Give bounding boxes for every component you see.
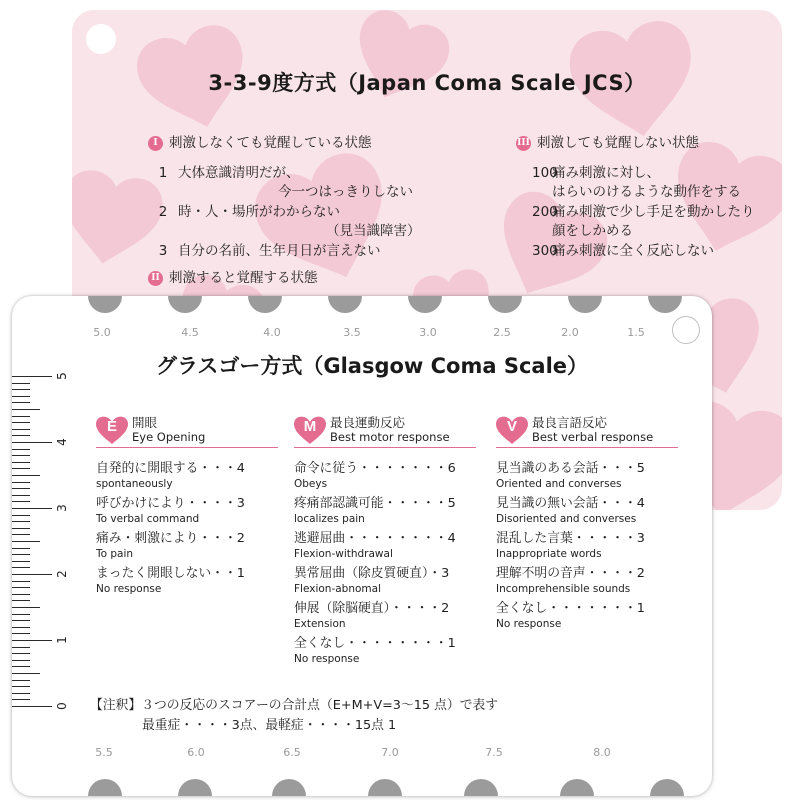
jcs-row-continuation: 顔をしかめる <box>552 223 633 239</box>
item-jp: 伸展（除脳硬直）・・・・2 <box>294 601 450 616</box>
column-title-jp: 最良運動反応 <box>330 415 406 430</box>
jcs-section-1-label: 刺激しなくても覚醒している状態 <box>169 135 372 151</box>
ruler-tick <box>12 501 30 502</box>
dot-decoration <box>650 779 684 796</box>
ruler-tick <box>12 607 40 608</box>
item-en: Incomprehensible sounds <box>496 583 631 595</box>
column-header <box>496 414 678 448</box>
ruler-tick <box>12 468 30 469</box>
roman-three-icon: III <box>516 136 531 151</box>
ruler-tick <box>12 409 40 410</box>
item-en: Inappropriate words <box>496 548 602 560</box>
ruler-label: 5 <box>54 372 69 380</box>
jcs-row <box>510 242 782 262</box>
jcs-right-column <box>516 134 782 261</box>
ruler-tick <box>12 429 30 430</box>
gcs-card <box>12 296 712 796</box>
jcs-row-number: 3 <box>158 242 168 259</box>
heart-e-icon <box>96 414 128 444</box>
heart-v-icon <box>496 414 528 444</box>
scale-number: 2.5 <box>493 326 511 339</box>
ruler-tick <box>12 581 30 582</box>
jcs-row <box>510 203 782 223</box>
column-title-en: Best motor response <box>330 430 450 444</box>
item-en: localizes pain <box>294 513 365 525</box>
ruler-tick <box>12 706 52 707</box>
item-jp: 混乱した言葉・・・・・3 <box>496 531 645 546</box>
jcs-section-2-label: 刺激すると覚醒する状態 <box>169 270 318 286</box>
jcs-row-continuation: （見当識障害） <box>326 223 421 239</box>
badge-letter: M <box>303 418 317 435</box>
scale-number: 4.0 <box>263 326 281 339</box>
item-en: Flexion-withdrawal <box>294 548 393 560</box>
ruler-tick <box>12 396 30 397</box>
item-jp: 痛み・刺激により・・・2 <box>96 531 245 546</box>
ruler-tick <box>12 666 30 667</box>
top-scale <box>12 326 712 340</box>
jcs-row-text: 大体意識清明だが、 <box>178 164 300 181</box>
ruler-tick <box>12 587 30 588</box>
ruler-tick <box>12 574 52 575</box>
ruler-tick <box>12 416 30 417</box>
list-item <box>294 530 476 565</box>
ruler-tick <box>12 600 30 601</box>
item-en: No response <box>96 583 162 595</box>
badge-letter: V <box>506 418 517 435</box>
jcs-section-3-heading <box>516 134 782 154</box>
column-title-en: Eye Opening <box>132 430 206 444</box>
list-item <box>96 460 278 495</box>
ruler-tick <box>12 548 30 549</box>
note-line-1: 【注釈】３つの反応のスコアーの合計点（E+M+V=3〜15 点）で表す <box>90 698 499 713</box>
item-list <box>496 448 678 635</box>
eye-opening-column <box>96 414 278 600</box>
ruler-tick <box>12 554 30 555</box>
dot-decoration <box>648 296 682 313</box>
card-hole <box>86 24 116 54</box>
item-en: To pain <box>96 548 134 560</box>
jcs-row-continuation: 今一つはっきりしない <box>278 184 413 200</box>
motor-response-column <box>294 414 476 670</box>
dot-decoration <box>88 296 122 313</box>
dot-decoration <box>488 296 522 313</box>
column-header <box>294 414 476 448</box>
roman-one-icon: I <box>148 136 163 151</box>
ruler-tick <box>12 402 30 403</box>
ruler-tick <box>12 686 30 687</box>
jcs-row-text: 自分の名前、生年月日が言えない <box>178 242 381 259</box>
ruler-tick <box>12 693 30 694</box>
scale-number: 4.5 <box>181 326 199 339</box>
ruler-tick <box>12 422 30 423</box>
list-item <box>96 565 278 600</box>
list-item <box>294 635 476 670</box>
item-jp: 自発的に開眼する・・・4 <box>96 461 245 476</box>
jcs-row <box>148 203 508 223</box>
scale-number: 1.5 <box>627 326 645 339</box>
jcs-row-number: 2 <box>158 203 168 220</box>
item-en: To verbal command <box>96 513 200 525</box>
list-item <box>294 460 476 495</box>
item-jp: 見当識のある会話・・・5 <box>496 461 645 476</box>
jcs-section-2-heading <box>148 269 508 289</box>
jcs-row-number: 1 <box>158 164 168 181</box>
ruler-tick <box>12 455 30 456</box>
ruler-label: 0 <box>54 702 69 710</box>
jcs-row <box>510 164 782 184</box>
ruler-tick <box>12 699 30 700</box>
item-en: Flexion-abnomal <box>294 583 381 595</box>
ruler-tick <box>12 376 52 377</box>
ruler-tick <box>12 495 30 496</box>
dot-decoration <box>368 779 402 796</box>
column-title-en: Best verbal response <box>532 430 654 444</box>
scale-number: 5.5 <box>95 746 113 759</box>
item-en: Disoriented and converses <box>496 513 637 525</box>
jcs-row-text: 痛み刺激で少し手足を動かしたり <box>552 203 755 220</box>
centimeter-ruler <box>12 372 69 710</box>
scale-number: 3.5 <box>343 326 361 339</box>
list-item <box>294 565 476 600</box>
ruler-tick <box>12 627 30 628</box>
list-item <box>496 495 678 530</box>
item-jp: 逃避屈曲・・・・・・・・4 <box>294 531 456 546</box>
ruler-tick <box>12 449 30 450</box>
ruler-tick <box>12 614 30 615</box>
ruler-tick <box>12 383 30 384</box>
jcs-row-text: 時・人・場所がわからない <box>178 203 340 220</box>
item-jp: 理解不明の音声・・・・2 <box>496 566 645 581</box>
jcs-row-text: 痛み刺激に対し、 <box>552 164 660 181</box>
dot-decoration <box>248 296 282 313</box>
ruler-tick <box>12 673 40 674</box>
roman-two-icon: II <box>148 271 163 286</box>
ruler-tick <box>12 640 52 641</box>
ruler-tick <box>12 561 30 562</box>
jcs-row-continuation: はらいのけるような動作をする <box>552 184 741 200</box>
scale-number: 2.0 <box>561 326 579 339</box>
item-jp: 呼びかけにより・・・・3 <box>96 496 245 511</box>
item-list <box>96 448 278 600</box>
heart-m-icon <box>294 414 326 444</box>
item-jp: 見当識の無い会話・・・4 <box>496 496 645 511</box>
list-item <box>96 495 278 530</box>
dot-decoration <box>568 296 602 313</box>
ruler-tick <box>12 647 30 648</box>
item-en: Obeys <box>294 478 328 490</box>
jcs-row <box>148 242 508 262</box>
dot-decoration <box>88 779 122 796</box>
score-note <box>90 696 498 736</box>
scale-number: 8.0 <box>593 746 611 759</box>
ruler-tick <box>12 442 52 443</box>
ruler-tick <box>12 567 30 568</box>
jcs-left-column <box>148 134 508 318</box>
jcs-section-1-heading <box>148 134 508 154</box>
ruler-tick <box>12 660 30 661</box>
item-jp: 全くなし・・・・・・・・1 <box>294 636 456 651</box>
item-jp: 疼痛部認識可能・・・・・5 <box>294 496 456 511</box>
verbal-response-column <box>496 414 678 635</box>
ruler-tick <box>12 515 30 516</box>
column-title-jp: 最良言語反応 <box>532 415 608 430</box>
list-item <box>496 600 678 635</box>
bottom-scale <box>12 746 712 760</box>
list-item <box>96 530 278 565</box>
jcs-row-number: 300 <box>532 242 558 259</box>
item-jp: まったく開眼しない・・1 <box>96 566 245 581</box>
list-item <box>496 530 678 565</box>
dot-decoration <box>560 779 594 796</box>
ruler-label: 4 <box>54 438 69 446</box>
jcs-row-number: 100 <box>532 164 558 181</box>
item-list <box>294 448 476 670</box>
item-en: Extension <box>294 618 346 630</box>
ruler-label: 2 <box>54 570 69 578</box>
badge-letter: E <box>106 418 117 435</box>
item-jp: 全くなし・・・・・・・1 <box>496 601 645 616</box>
ruler-tick <box>12 508 52 509</box>
jcs-row <box>148 164 508 184</box>
ruler-tick <box>12 488 30 489</box>
gcs-title: グラスゴー方式（Glasgow Coma Scale） <box>156 354 589 378</box>
ruler-tick <box>12 594 30 595</box>
dot-decoration <box>464 779 498 796</box>
ruler-tick <box>12 528 30 529</box>
scale-number: 3.0 <box>419 326 437 339</box>
item-jp: 異常屈曲（除皮質硬直）・3 <box>294 566 450 581</box>
note-line-2: 最重症・・・・3点、最軽症・・・・15点 1 <box>142 718 397 733</box>
list-item <box>294 495 476 530</box>
dot-decoration <box>168 296 202 313</box>
column-header <box>96 414 278 448</box>
dot-decoration <box>408 296 442 313</box>
ruler-tick <box>12 620 30 621</box>
dot-decoration <box>178 779 212 796</box>
ruler-tick <box>12 680 30 681</box>
ruler-tick <box>12 633 30 634</box>
item-jp: 命令に従う・・・・・・・6 <box>294 461 456 476</box>
column-title-jp: 開眼 <box>132 415 158 430</box>
item-en: No response <box>496 618 562 630</box>
scale-number: 7.0 <box>381 746 399 759</box>
scale-number: 5.0 <box>93 326 111 339</box>
item-en: No response <box>294 653 360 665</box>
jcs-row-text: 痛み刺激に全く反応しない <box>552 242 714 259</box>
dot-decoration <box>328 296 362 313</box>
jcs-section-3-label: 刺激しても覚醒しない状態 <box>537 135 699 151</box>
ruler-tick <box>12 475 40 476</box>
ruler-tick <box>12 482 30 483</box>
item-en: spontaneously <box>96 478 173 490</box>
ruler-tick <box>12 462 30 463</box>
list-item <box>496 460 678 495</box>
item-en: Oriented and converses <box>496 478 622 490</box>
ruler-label: 1 <box>54 636 69 644</box>
list-item <box>294 600 476 635</box>
ruler-tick <box>12 541 40 542</box>
scale-number: 6.5 <box>283 746 301 759</box>
ruler-tick <box>12 521 30 522</box>
list-item <box>496 565 678 600</box>
dot-decoration <box>272 779 306 796</box>
ruler-label: 3 <box>54 504 69 512</box>
scale-number: 6.0 <box>187 746 205 759</box>
jcs-row-number: 200 <box>532 203 558 220</box>
ruler-tick <box>12 435 30 436</box>
ruler-tick <box>12 534 30 535</box>
ruler-tick <box>12 653 30 654</box>
scale-number: 7.5 <box>485 746 503 759</box>
jcs-title: 3-3-9度方式（Japan Coma Scale JCS） <box>208 71 646 95</box>
ruler-tick <box>12 389 30 390</box>
